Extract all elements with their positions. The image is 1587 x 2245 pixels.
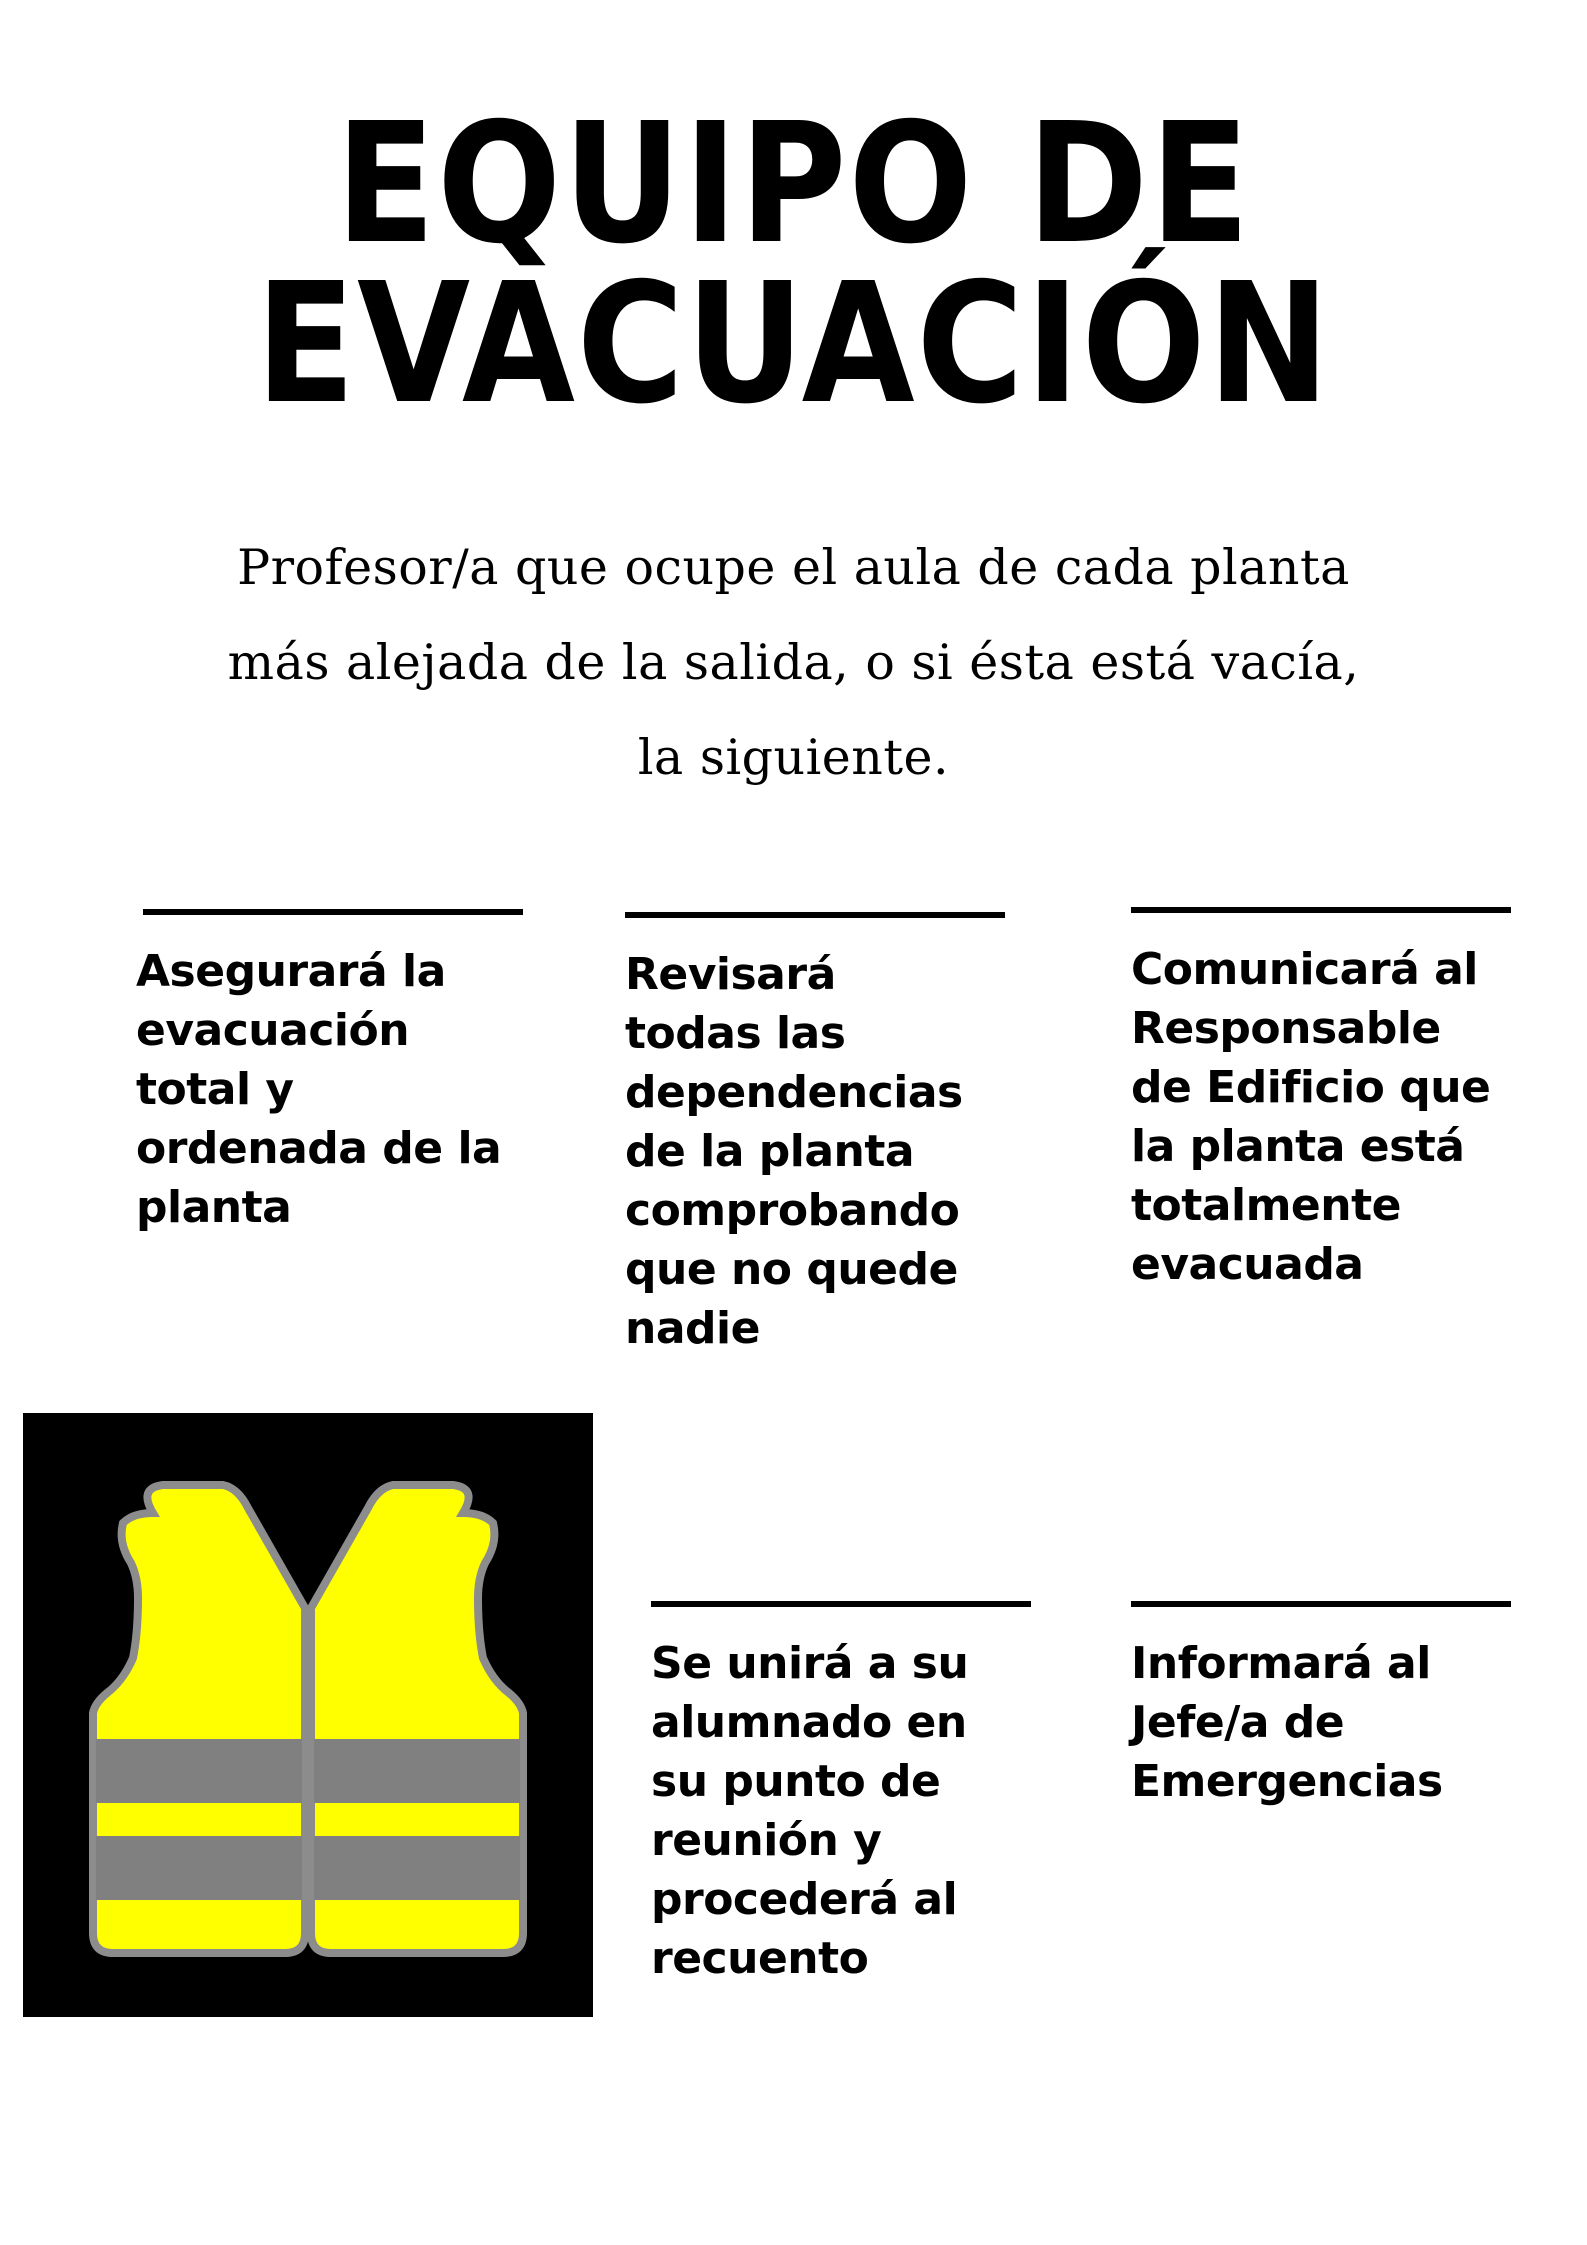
task-item: [1131, 1601, 1531, 1811]
subtitle: Profesor/a que ocupe el aula de cada planta más alejada de la salida, o si ésta está vacía, la siguiente.: [227, 539, 1360, 786]
task-item: [1131, 907, 1531, 1294]
task-item: [136, 909, 536, 1237]
task-text: Informará al Jefe/a de Emergencias: [1131, 1638, 1443, 1807]
safety-vest-icon: [23, 1413, 593, 2017]
task-text: Se unirá a su alumnado en su punto de reunión y procederá al recuento: [651, 1638, 969, 1984]
divider-line: [1131, 907, 1511, 913]
reflective-stripe: [303, 1739, 533, 1803]
title-line-1: EQUIPO DE: [335, 88, 1252, 281]
vest-illustration: [23, 1413, 593, 2017]
vest-left-panel: [83, 1485, 313, 1953]
task-text: Revisará todas las dependencias de la planta comprobando que no quede nadie: [625, 949, 963, 1354]
title-line-2: EVACUACIÓN: [255, 248, 1332, 441]
vest-right-panel: [303, 1485, 533, 1953]
divider-line: [1131, 1601, 1511, 1607]
reflective-stripe: [83, 1836, 313, 1900]
reflective-stripe: [83, 1739, 313, 1803]
divider-line: [625, 912, 1005, 918]
divider-line: [651, 1601, 1031, 1607]
task-text: Comunicará al Responsable de Edificio que la planta está totalmente evacuada: [1131, 944, 1491, 1290]
divider-line: [143, 909, 523, 915]
reflective-stripe: [303, 1836, 533, 1900]
task-text: Asegurará la evacuación total y ordenada de la planta: [136, 946, 502, 1233]
task-item: [651, 1601, 1051, 1988]
page-title: [95, 88, 1492, 441]
task-item: [625, 912, 1025, 1358]
